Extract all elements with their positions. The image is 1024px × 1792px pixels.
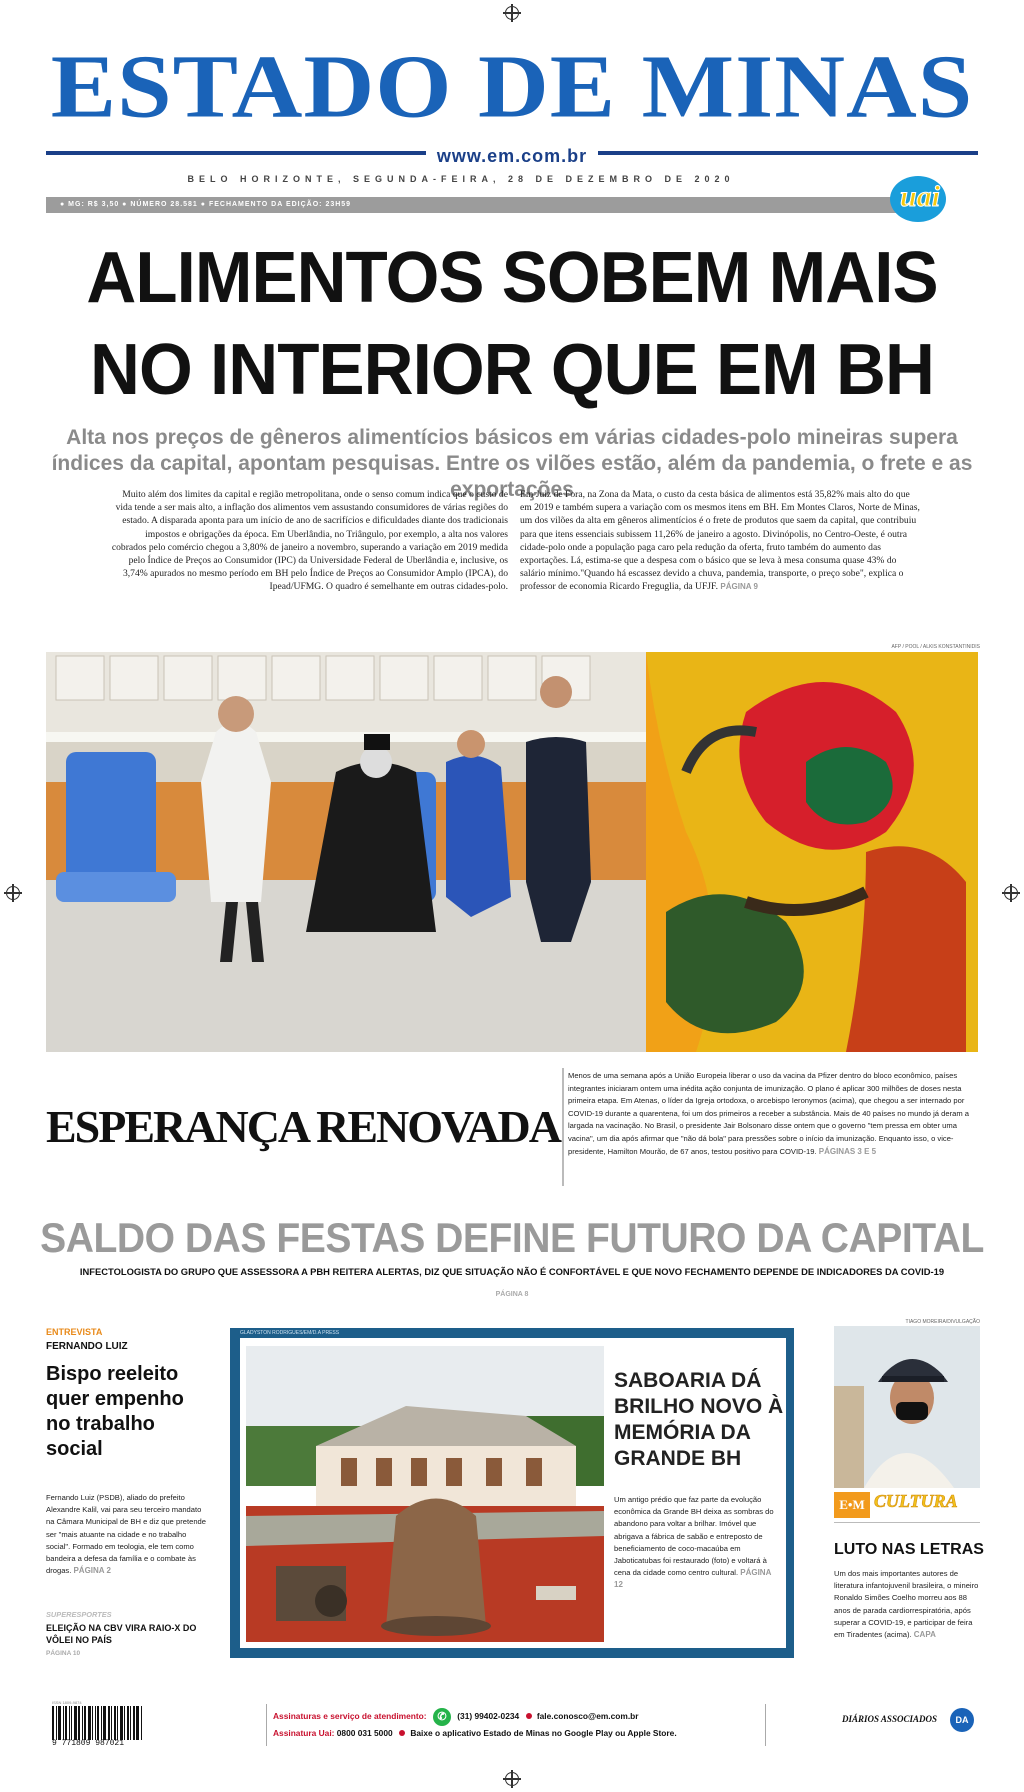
app-download-text[interactable]: Baixe o aplicativo Estado de Minas no Google Play ou Apple Store. [410, 1728, 677, 1738]
saldo-subhead: INFECTOLOGISTA DO GRUPO QUE ASSESSORA A PBH REITERA ALERTAS, DIZ QUE SITUAÇÃO NÃO É CONFORTÁVEL E QUE NOVO FECHAMENTO DEPENDE DE INDICADORES DA COVID-19 [79, 1266, 945, 1277]
diarios-associados-logo: DA [950, 1708, 974, 1732]
masthead-title: ESTADO DE MINAS [50, 37, 974, 137]
luto-page-ref[interactable]: CAPA [913, 1630, 936, 1640]
registration-mark-top [505, 6, 519, 20]
barcode-number: 9 771809 987021 [52, 1739, 125, 1748]
lead-headline-line-2: NO INTERIOR QUE EM BH [90, 330, 934, 410]
registration-mark-right [1004, 886, 1018, 900]
bullet-icon [399, 1730, 405, 1736]
esperanca-body: Menos de uma semana após a União Europeia liberar o uso da vacina da Pfizer dentro do bloco econômico, países integrantes iniciaram ontem uma inédita ação conjunta de imunização. O plano é aplicar 300 milhões de doses nesta primeira etapa. Em Atenas, o líder da Igreja ortodoxa, o arcebispo Ieronymos (acima), que chegou a ser internado por COVID-19 durante a quarentena, foi um dos primeiros a receber a substância. Mais de 40 países no mundo já deram a largada na vacinação. No Brasil, o presidente Jair Bolsonaro disse ontem que o governo "tem pressa em obter uma vacina", um dia após afirmar que "não dá bola" para pressões sobre o início da imunização. Enquanto isso, o vice-presidente, Hamilton Mourão, de 67 anos, testou positivo para COVID-19. [568, 1071, 970, 1156]
site-url[interactable]: www.em.com.br [436, 146, 588, 166]
footer-contact [266, 1704, 766, 1746]
lead-column-right-text: Em Juiz de Fora, na Zona da Mata, o custo da cesta básica de alimentos está 35,82% mais alto do que em 2019 e também supera a variação com os mesmos itens em BH. Em Montes Claros, Norte de Minas, um dos vilões da alta em gêneros alimentícios é o frete de produtos que saem da capital, que contribuiu para que itens essenciais subissem 11,26% de janeiro a agosto. Divinópolis, no Centro-Oeste, é outra cidade-polo onde a população paga caro pela redução da oferta, fruto também do aumento das exportações. Lá, estima-se que a despesa com o básico que se leva à mesa consuma quase 43% do salário mínimo."Quando há escassez devido a chuva, pandemia, transporte, o preço sobe", explica o professor de economia Ricardo Freguglia, da UFJF. [520, 489, 920, 593]
subscription-label: Assinaturas e serviço de atendimento: [273, 1711, 427, 1722]
saldo-page-ref[interactable]: PÁGINA 8 [495, 1291, 529, 1298]
registration-mark-bottom [505, 1772, 519, 1786]
superesportes-kicker: SUPERESPORTES [46, 1610, 112, 1619]
entrevista-headline: Bispo reeleito quer empenho no trabalho social [46, 1363, 184, 1460]
em-logo: E•M [834, 1492, 870, 1518]
vaccination-photo [46, 652, 978, 1052]
uai-logo[interactable] [890, 176, 946, 222]
saboaria-body: Um antigo prédio que faz parte da evolução econômica da Grande BH deixa as sombras do abandono para voltar a brilhar. Imóvel que abrigava a fábrica de sabão e entreposto de beneficiamento de coco-macaúba em Jaboticatubas foi restaurado (foto) e voltará à cena da cidade como centro cultural. [614, 1495, 774, 1578]
cultura-divider [834, 1522, 980, 1523]
lead-column-right [520, 488, 920, 594]
dateline: BELO HORIZONTE, SEGUNDA-FEIRA, 28 DE DEZEMBRO DE 2020 [187, 174, 735, 184]
saboaria-page-ref[interactable]: PÁGINA 12 [614, 1568, 772, 1590]
cbv-headline: ELEIÇÃO NA CBV VIRA RAIO-X DO VÔLEI NO PAÍS [46, 1623, 197, 1645]
bullet-icon [526, 1713, 532, 1719]
cultura-photo [834, 1326, 980, 1488]
entrevista-body: Fernando Luiz (PSDB), aliado do prefeito Alexandre Kalil, vai para seu terceiro mandato na Câmara Municipal de BH e diz que pretende ser "mais atuante na cidade e no trabalho social". Formado em teologia, ele tem como bandeira a defesa da família e o combate às drogas. [46, 1493, 206, 1576]
saboaria-photo [246, 1346, 604, 1642]
saldo-headline: SALDO DAS FESTAS DEFINE FUTURO DA CAPITAL [40, 1214, 984, 1261]
luto-text [834, 1568, 980, 1641]
contact-email[interactable]: fale.conosco@em.com.br [536, 1711, 639, 1722]
edition-info-bar: ● MG: R$ 3,50 ● NÚMERO 28.581 ● FECHAMENTO DA EDIÇÃO: 23H59 [46, 197, 896, 213]
luto-headline: LUTO NAS LETRAS [834, 1541, 984, 1558]
lead-column-left: Muito além dos limites da capital e região metropolitana, onde o senso comum indica que o custo de vida tende a ser mais alto, a inflação dos alimentos vem assustando consumidores de várias regiões do estado. A disparada aponta para um início de ano de sacrifícios e dificuldades diante dos tradicionais impostos e obrigações da época. Em Uberlândia, no Triângulo, por exemplo, a alta nos valores cobrados pelo comércio chegou a 3,80% de janeiro a novembro, superando a variação em 2019 medida pelo Índice de Preços ao Consumidor (IPC) da Universidade Federal de Uberlândia e, inclusive, os 3,74% apurados no mesmo período em BH pelo Índice de Preços ao Consumidor Amplo (IPCA), do Ipead/UFMG. O quadro é semelhante em outras cidades-polo. [111, 489, 508, 593]
photo-credit: AFP / POOL / ALKIS KONSTANTINIDIS [891, 644, 980, 650]
cultura-label: CULTURA [874, 1491, 958, 1511]
esperanca-text [568, 1070, 978, 1158]
barcode [52, 1706, 152, 1740]
esperanca-divider [562, 1068, 564, 1186]
subscription-phone[interactable]: (31) 99402-0234 [457, 1711, 520, 1722]
saboaria-photo-credit: GLADYSTON RODRIGUES/EM/D.A PRESS [240, 1330, 340, 1336]
entrevista-page-ref[interactable]: PÁGINA 2 [73, 1566, 111, 1576]
esperanca-headline: ESPERANÇA RENOVADA [46, 1101, 560, 1152]
cultura-photo-credit: TIAGO MOREIRA/DIVULGAÇÃO [905, 1319, 980, 1325]
cbv-page-ref[interactable]: PÁGINA 10 [46, 1650, 81, 1657]
vaccination-photo-illustration [46, 652, 978, 1052]
entrevista-name: FERNANDO LUIZ [46, 1341, 128, 1352]
uai-logo-text: uai [899, 180, 941, 213]
registration-mark-left [6, 886, 20, 900]
issn-label: ISSN 1809-9874 [52, 1700, 82, 1705]
lead-page-ref[interactable]: PÁGINA 9 [720, 582, 758, 592]
diarios-associados-label: DIÁRIOS ASSOCIADOS [842, 1714, 937, 1724]
luto-body: Um dos mais importantes autores de literatura infantojuvenil brasileira, o mineiro Ronaldo Simões Coelho morreu aos 88 anos de parada cardiorrespiratória, após superar a COVID-19, e participar de feira em Tiradentes (acima). [834, 1569, 979, 1640]
saboaria-photo-illustration [246, 1346, 604, 1642]
lead-headline-line-1: ALIMENTOS SOBEM MAIS [86, 238, 938, 318]
saboaria-text [614, 1494, 782, 1592]
cultura-photo-illustration [834, 1326, 980, 1488]
uai-subscription-phone[interactable]: 0800 031 5000 [336, 1728, 393, 1738]
entrevista-text [46, 1492, 206, 1577]
lead-subhead: Alta nos preços de gêneros alimentícios básicos em várias cidades-polo mineiras supera índices da capital, apontam pesquisas. Entre os vilões estão, além da pandemia, o frete e as exportações [51, 426, 973, 501]
saboaria-headline: SABOARIA DÁ BRILHO NOVO À MEMÓRIA DA GRANDE BH [614, 1369, 784, 1470]
whatsapp-icon: ✆ [433, 1708, 451, 1726]
uai-subscription-label: Assinatura Uai: [273, 1728, 335, 1738]
lead-headline [20, 232, 1003, 416]
entrevista-kicker: ENTREVISTA [46, 1327, 103, 1337]
esperanca-page-ref[interactable]: PÁGINAS 3 E 5 [818, 1146, 877, 1156]
